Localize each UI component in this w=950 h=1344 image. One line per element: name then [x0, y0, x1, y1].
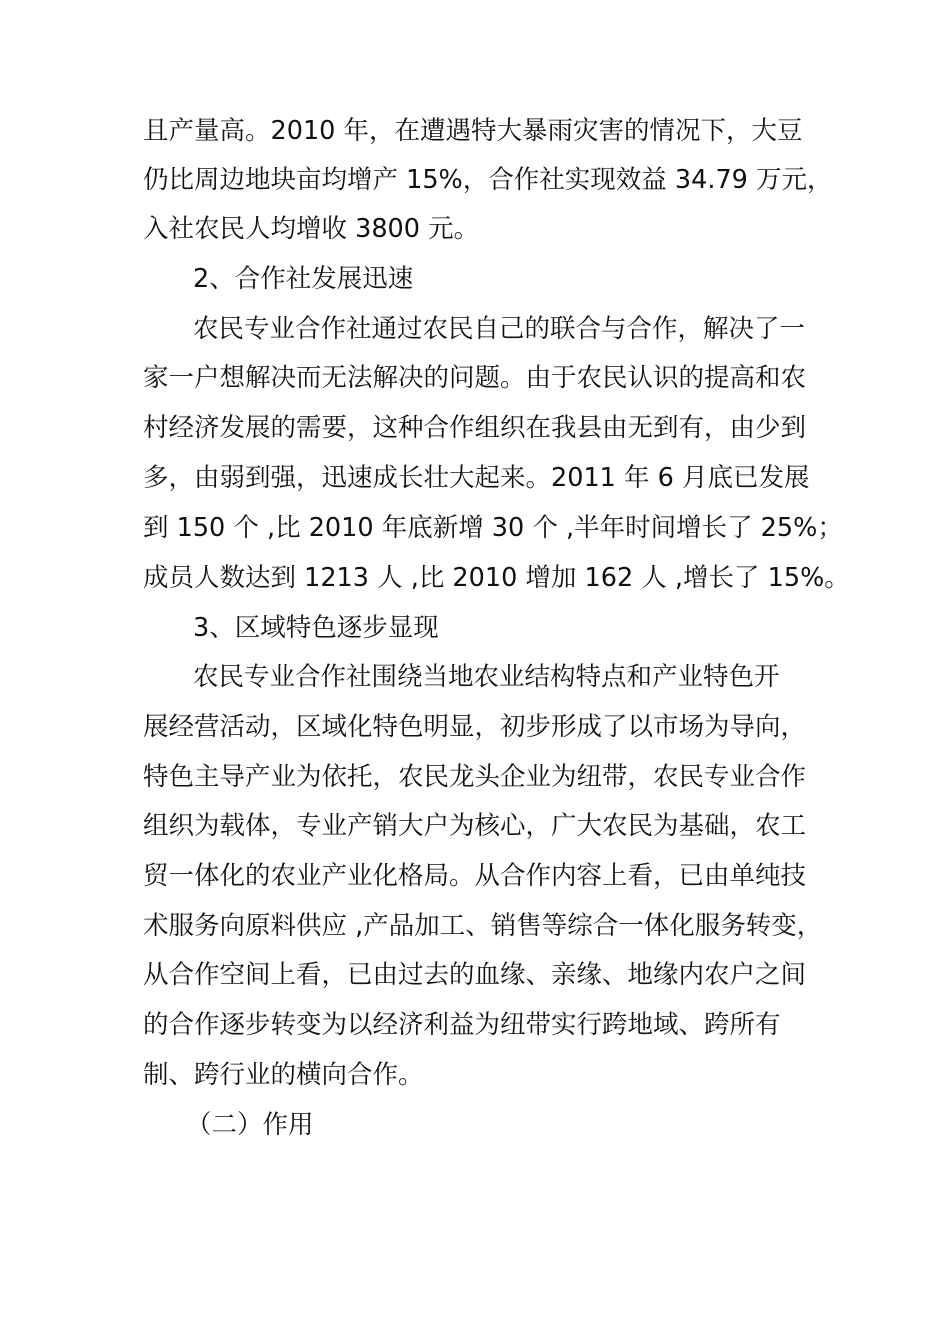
text-line: 村经济发展的需要，这种合作组织在我县由无到有，由少到: [143, 413, 807, 443]
text-line: 农民专业合作社围绕当地农业结构特点和产业特色开: [193, 662, 780, 692]
text-line: 展经营活动，区域化特色明显，初步形成了以市场为导向，: [143, 712, 807, 742]
text-line: 家一户想解决而无法解决的问题。由于农民认识的提高和农: [143, 363, 807, 393]
text-line: 组织为载体，专业产销大户为核心，广大农民为基础，农工: [143, 811, 807, 841]
text-line: 特色主导产业为依托，农民龙头企业为纽带，农民专业合作: [143, 762, 807, 792]
text-line: 仍比周边地块亩均增产 15%，合作社实现效益 34.79 万元，: [143, 165, 833, 195]
text-line: 农民专业合作社通过农民自己的联合与合作，解决了一: [193, 314, 806, 344]
text-line: 且产量高。2010 年，在遭遇特大暴雨灾害的情况下，大豆: [143, 116, 803, 146]
text-line: 从合作空间上看，已由过去的血缘、亲缘、地缘内农户之间: [143, 960, 807, 990]
text-line: 成员人数达到 1213 人 ,比 2010 增加 162 人 ,增长了 15%。: [143, 563, 850, 593]
text-line: 入社农民人均增收 3800 元。: [143, 214, 480, 244]
text-line: 制、跨行业的横向合作。: [143, 1060, 424, 1090]
section-heading: （二）作用: [186, 1110, 314, 1140]
text-line: 术服务向原料供应 ,产品加工、销售等综合一体化服务转变，: [143, 911, 823, 941]
section-heading: 3、区域特色逐步显现: [193, 613, 439, 643]
text-line: 贸一体化的农业产业化格局。从合作内容上看，已由单纯技: [143, 861, 807, 891]
text-line: 多，由弱到强，迅速成长壮大起来。2011 年 6 月底已发展: [143, 463, 810, 493]
text-line: 的合作逐步转变为以经济利益为纽带实行跨地域、跨所有: [143, 1010, 781, 1040]
text-line: 到 150 个 ,比 2010 年底新增 30 个 ,半年时间增长了 25%；: [143, 513, 843, 543]
section-heading: 2、合作社发展迅速: [193, 264, 414, 294]
